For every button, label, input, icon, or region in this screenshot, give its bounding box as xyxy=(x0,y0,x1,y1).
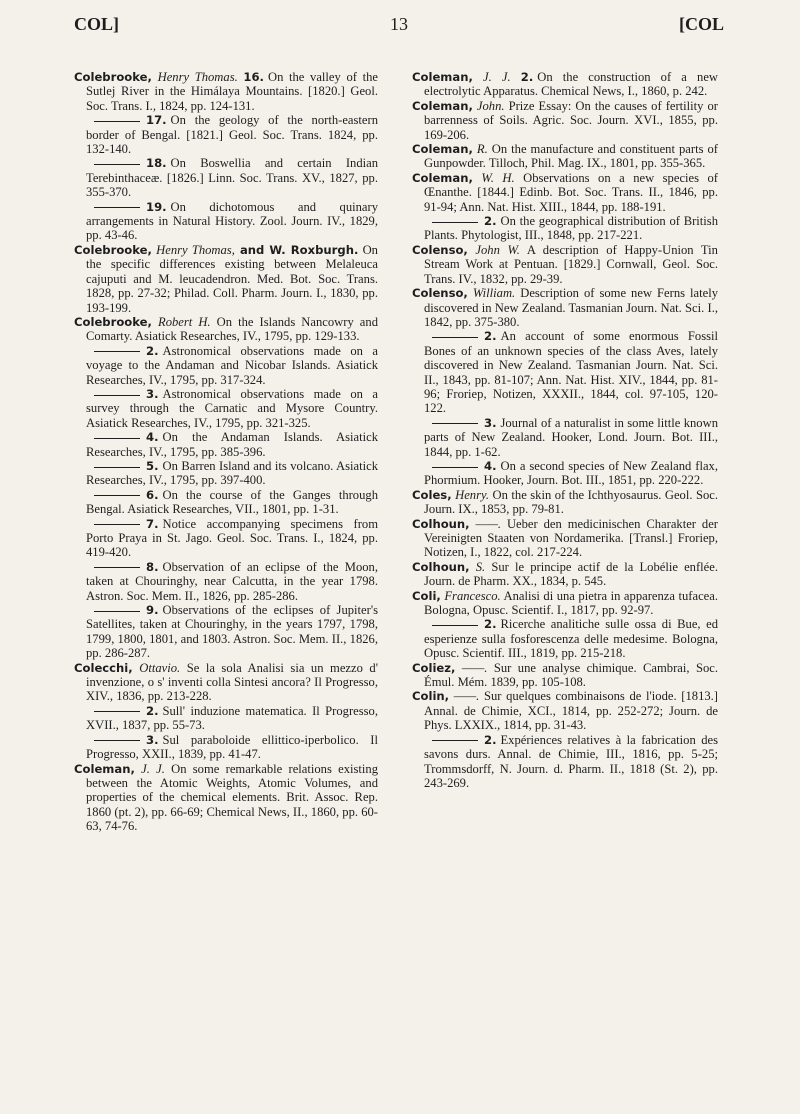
entry-text: On the course of the Ganges through Bengal. Asiatick Researches, VII., 1801, pp. 1-31. xyxy=(86,487,378,517)
bibliography-entry xyxy=(74,762,378,834)
author-given-name: ——. xyxy=(475,516,502,531)
entry-number: 7. xyxy=(146,516,159,531)
ditto-dash xyxy=(94,351,140,352)
author-given-name: Henry. xyxy=(455,487,490,502)
page-header xyxy=(74,14,724,42)
header-left: COL] xyxy=(74,14,119,34)
entry-text: Observation of an eclipse of the Moon, taken at Chouringhy, near Calcutta, in the year 1798. Astron. Soc. Mem. II., 1826, pp. 285-286. xyxy=(86,559,378,603)
bibliography-entry xyxy=(412,416,718,459)
author-name: Coli, xyxy=(412,588,441,603)
ditto-dash xyxy=(432,337,478,338)
author-name: Colenso, xyxy=(412,286,468,301)
author-given-name: Ottavio. xyxy=(139,660,181,675)
entry-text: On the manufacture and constituent parts of Gunpowder. Tilloch, Phil. Mag. IX., 1801, pp. 355-365. xyxy=(424,142,718,171)
bibliography-entry xyxy=(74,156,378,199)
ditto-dash xyxy=(94,121,140,122)
author-given-name: Henry Thomas, xyxy=(156,242,235,257)
bibliography-entry xyxy=(74,430,378,459)
entry-number: 8. xyxy=(146,559,159,574)
entry-text: On the specific differences existing between Melaleuca cajuputi and M. leucadendron. Med. Bot. Soc. Trans. 1828, pp. 27-32; Philad. Coll. Pharm. Journ. I., 1830, pp. 193-199. xyxy=(86,242,378,315)
author-given-name: Henry Thomas. xyxy=(157,70,238,84)
bibliography-entry xyxy=(74,459,378,488)
entry-text: On dichotomous and quinary arrangements in Natural History. Zool. Journ. IV., 1829, pp. 43-46. xyxy=(86,199,378,243)
bibliography-entry xyxy=(412,661,718,690)
entry-text: On the geology of the north-eastern border of Bengal. [1821.] Geol. Soc. Trans. 1824, pp. 132-140. xyxy=(86,113,378,157)
author-name: Colebrooke, xyxy=(74,314,152,329)
bibliography-entry xyxy=(74,733,378,762)
bibliography-entry xyxy=(74,387,378,430)
author-given-name: J. J. xyxy=(483,70,511,84)
bibliography-entry xyxy=(74,661,378,704)
entry-text: On the valley of the Sutlej River in the Himálaya Mountains. [1820.] Geol. Soc. Trans. I., 1824, pp. 124-131. xyxy=(86,70,378,113)
bibliography-entry xyxy=(412,560,718,589)
right-column xyxy=(412,70,718,790)
ditto-dash xyxy=(94,438,140,439)
bibliography-entry xyxy=(412,70,718,99)
bibliography-entry xyxy=(74,488,378,517)
bibliography-entry xyxy=(412,286,718,329)
author-given-name: ——. xyxy=(453,689,480,704)
author-given-name: Francesco. xyxy=(444,588,501,603)
entry-text: An account of some enormous Fossil Bones of an unknown species of the class Aves, lately discovered in New Zealand. Tasmanian Journ. Nat. Sci. II., 1843, pp. 81-107; Ann. Nat. Hist. XIV., 1844, pp. 81-96; Froriep, Notizen, XXXII., 1844, col. 97-105, 120-122. xyxy=(424,329,718,416)
entry-text: Notice accompanying specimens from Porto Praya in St. Jago. Geol. Soc. Trans. I., 1824, pp. 419-420. xyxy=(86,516,378,560)
author-given-name: S. xyxy=(475,559,486,574)
bibliography-entry xyxy=(74,200,378,243)
bibliography-entry xyxy=(412,214,718,243)
bibliography-entry xyxy=(412,99,718,142)
entry-text: Ricerche analitiche sulle ossa di Bue, ed esperienze sulla fosforescenza delle medesime. Bologna, Opusc. Scientif. III., 1819, pp. 215-218. xyxy=(424,617,718,661)
entry-text: Observations on a new species of Œnanthe. [1844.] Edinb. Bot. Soc. Trans. II., 1846, pp. 91-94; Ann. Nat. Hist. XIII., 1844, pp. 188-191. xyxy=(424,170,719,214)
entry-number: 2. xyxy=(484,617,497,632)
ditto-dash xyxy=(94,395,140,396)
bibliography-entry xyxy=(74,704,378,733)
author-given-name: W. H. xyxy=(481,170,515,185)
entry-text: On the skin of the Ichthyosaurus. Geol. Soc. Journ. IX., 1853, pp. 79-81. xyxy=(424,487,718,517)
entry-number: 9. xyxy=(146,603,159,618)
entry-text: Description of some new Ferns lately discovered in New Zealand. Tasmanian Journ. Nat. Sci. I., 1842, pp. 375-380. xyxy=(424,286,719,329)
entry-text: Sur quelques combinaisons de l'iode. [1813.] Annal. de Chimie, XCI., 1814, pp. 252-272; Journ. de Phys. LXXIX., 1814, pp. 31-43. xyxy=(424,689,719,733)
author-name: Colebrooke, xyxy=(74,242,152,257)
entry-text: On some remarkable relations existing between the Atomic Weights, Atomic Volumes, and properties of the chemical elements. Brit. Assoc. Rep. 1860 (pt. 2), pp. 66-69; Chemical News, II., 1860, pp. 60-63, 74-76. xyxy=(86,761,379,834)
author-name: Colin, xyxy=(412,689,450,704)
bibliography-entry xyxy=(74,113,378,156)
author-name: Coleman, xyxy=(74,761,135,776)
entry-number: 18. xyxy=(146,156,167,171)
author-name: Colenso, xyxy=(412,242,468,257)
entry-number: 3. xyxy=(484,415,497,430)
author-name: Coles, xyxy=(412,487,452,502)
author-name: Colhoun, xyxy=(412,516,470,531)
entry-number: 17. xyxy=(146,113,167,128)
entry-text: On the Andaman Islands. Asiatick Researches, IV., 1795, pp. 385-396. xyxy=(86,430,378,459)
entry-text: A description of Happy-Union Tin Stream Work at Pentuan. [1829.] Cornwall, Geol. Soc. Trans. IV., 1832, pp. 29-39. xyxy=(424,242,718,286)
bibliography-entry xyxy=(412,329,718,415)
entry-text: Sull' induzione matematica. Il Progresso, XVII., 1837, pp. 55-73. xyxy=(86,703,378,733)
entry-text: On the construction of a new electrolytic Apparatus. Chemical News, I., 1860, p. 242. xyxy=(424,70,718,99)
entry-text: Sur une analyse chimique. Cambrai, Soc. Émul. Mém. 1839, pp. 105-108. xyxy=(424,660,719,690)
entry-text: Prize Essay: On the causes of fertility or barrenness of Soils. Agric. Soc. Journ. XVI., 1855, pp. 169-206. xyxy=(424,98,718,142)
author-name: Coleman, xyxy=(412,170,473,185)
page-number: 13 xyxy=(390,14,408,34)
entry-number: 2. xyxy=(484,214,497,229)
entry-text: Expériences relatives à la fabrication des savons durs. Annal. de Chimie, III., 1816, pp. 5-25; Trommsdorff, N. Journ. d. Pharm. II., 1818 (St. 2), pp. 243-269. xyxy=(424,732,718,790)
ditto-dash xyxy=(94,524,140,525)
author-name: Colebrooke, xyxy=(74,70,152,84)
entry-number: 4. xyxy=(484,458,497,473)
bibliography-entry xyxy=(74,315,378,344)
author-given-name: ——. xyxy=(461,660,488,675)
bibliography-entry xyxy=(74,517,378,560)
bibliography-entry xyxy=(412,171,718,214)
entry-text: On the geographical distribution of British Plants. Phytologist, III., 1848, pp. 217-221. xyxy=(424,214,718,243)
bibliography-entry xyxy=(412,733,718,791)
bibliography-entry xyxy=(74,344,378,387)
entry-number: 2. xyxy=(146,343,159,358)
entry-text: On Boswellia and certain Indian Terebinthaceæ. [1826.] Linn. Soc. Trans. XV., 1827, pp. 355-370. xyxy=(86,156,378,200)
entry-text: Analisi di una pietra in apparenza tufacea. Bologna, Opusc. Scientif. I., 1817, pp. 92-97. xyxy=(424,588,718,618)
entry-number: 2. xyxy=(146,703,159,718)
ditto-dash xyxy=(94,567,140,568)
bibliography-entry xyxy=(412,459,718,488)
ditto-dash xyxy=(94,467,140,468)
bibliography-entry xyxy=(412,142,718,171)
entry-number: 3. xyxy=(146,732,159,747)
entry-number: 19. xyxy=(146,199,167,214)
entry-text: Sur le principe actif de la Lobélie enflée. Journ. de Pharm. XX., 1834, p. 545. xyxy=(424,559,718,589)
bibliography-entry xyxy=(412,517,718,560)
left-column xyxy=(74,70,378,834)
author-given-name: John W. xyxy=(475,242,520,257)
entry-text: On Barren Island and its volcano. Asiatick Researches, IV., 1795, pp. 397-400. xyxy=(86,458,378,488)
entry-text: Observations of the eclipses of Jupiter's Satellites, taken at Chouringhy, in the years 1797, 1798, 1799, 1800, 1801, and 1803. Astron. Soc. Mem. II., 1826, pp. 286-287. xyxy=(86,603,378,661)
author-name: Coliez, xyxy=(412,660,456,675)
author-name: Coleman, xyxy=(412,70,473,84)
ditto-dash xyxy=(94,207,140,208)
entry-text: Journal of a naturalist in some little known parts of New Zealand. Hooker, Lond. Journ. Bot. III., 1844, pp. 1-62. xyxy=(424,415,718,459)
entry-text: Se la sola Analisi sia un mezzo d' invenzione, o s' inventi colla Sintesi ancora? Il Progresso, XIV., 1836, pp. 213-228. xyxy=(86,660,378,704)
header-right: [COL xyxy=(679,14,724,34)
entry-text: Astronomical observations made on a survey through the Carnatic and Mysore Country. Asiatick Researches, IV., 1795, pp. 321-325. xyxy=(86,386,378,430)
entry-text: Ueber den medicinischen Charakter der Vereinigten Staaten von Nordamerika. [Transl.] Froriep, Notizen, I., 1822, col. 217-224. xyxy=(424,516,718,560)
author-given-name: J. J. xyxy=(141,761,165,776)
ditto-dash xyxy=(94,495,140,496)
entry-number: 16. xyxy=(243,70,264,84)
bibliography-entry xyxy=(74,70,378,113)
bibliography-entry xyxy=(74,243,378,315)
entry-text: On the Islands Nancowry and Comarty. Asiatick Researches, IV., 1795, pp. 129-133. xyxy=(86,314,378,344)
bibliography-entry xyxy=(412,488,718,517)
bibliography-entry xyxy=(74,560,378,603)
author-given-name: Robert H. xyxy=(158,314,211,329)
author-given-name: R. xyxy=(476,142,488,157)
bibliography-entry xyxy=(412,243,718,286)
entry-number: 5. xyxy=(146,458,159,473)
author-name: Colecchi, xyxy=(74,660,133,675)
bibliography-entry xyxy=(412,689,718,732)
ditto-dash xyxy=(432,222,478,223)
author-given-name: John. xyxy=(476,98,505,113)
author-given-name: William. xyxy=(472,286,516,301)
bibliography-entry xyxy=(412,589,718,618)
ditto-dash xyxy=(94,164,140,165)
ditto-dash xyxy=(94,611,140,612)
entry-number: 6. xyxy=(146,487,159,502)
ditto-dash xyxy=(432,423,478,424)
bibliography-entry xyxy=(412,617,718,660)
ditto-dash xyxy=(94,740,140,741)
entry-number: 4. xyxy=(146,430,159,445)
ditto-dash xyxy=(432,740,478,741)
author-name: Colhoun, xyxy=(412,559,470,574)
ditto-dash xyxy=(432,625,478,626)
entry-number: 2. xyxy=(520,70,534,84)
bibliography-entry xyxy=(74,603,378,661)
author-name: Coleman, xyxy=(412,98,473,113)
entry-number: 3. xyxy=(146,386,159,401)
author-name: Coleman, xyxy=(412,142,473,157)
entry-text: Astronomical observations made on a voyage to the Andaman and Nicobar Islands. Asiatick Researches, IV., 1795, pp. 317-324. xyxy=(86,343,378,387)
entry-text: On a second species of New Zealand flax, Phormium. Hooker, Journ. Bot. III., 1851, pp. 220-222. xyxy=(424,458,718,488)
coauthor-name: and W. Roxburgh. xyxy=(234,242,359,257)
ditto-dash xyxy=(94,711,140,712)
ditto-dash xyxy=(432,467,478,468)
entry-number: 2. xyxy=(484,732,497,747)
entry-text: Sul paraboloide ellittico-iperbolico. Il Progresso, XXII., 1839, pp. 41-47. xyxy=(86,732,378,762)
entry-number: 2. xyxy=(484,329,497,344)
